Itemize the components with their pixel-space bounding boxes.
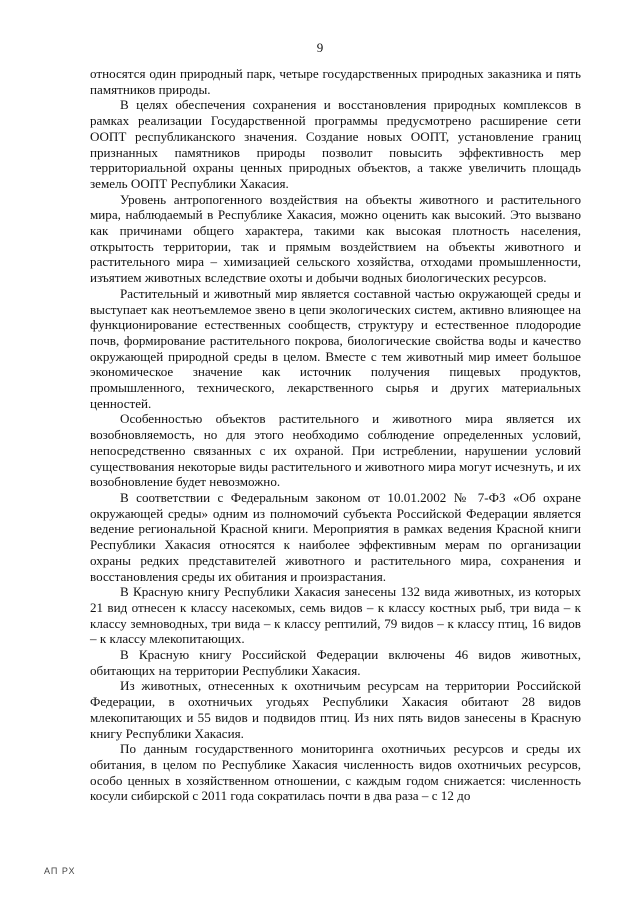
paragraph-hunting-resources: Из животных, отнесенных к охотничьим ресурсам на территории Российской Федерации, в охотничьих угодьях Республики Хакасия обитают 28 видов млекопитающих и 55 видов и подвидов птиц. Из них пять видов занесены в Красную книгу Республики Хакасия. <box>90 678 581 741</box>
paragraph-federal-law: В соответствии с Федеральным законом от 10.01.2002 № 7-ФЗ «Об охране окружающей среды» одним из полномочий субъекта Российской Федерации является ведение региональной Красной книги. Мероприятия в рамках ведения Красной книги Республики Хакасия относятся к наиболее эффективным мерам по организации охраны редких представителей животного и растительного мира, сохранения и восстановления среды их обитания и произрастания. <box>90 489 581 584</box>
paragraph-renewability: Особенностью объектов растительного и животного мира является их возобновляемость, но для этого необходимо соблюдение определенных условий, непосредственно связанных с их охраной. При истреблении, нарушении условий существования некоторые виды растительного и животного мира могут исчезнуть, и их возобновление будет невозможно. <box>90 411 581 490</box>
paragraph-monitoring: По данным государственного мониторинга охотничьих ресурсов и среды их обитания, в целом по Республике Хакасия численность видов охотничьих ресурсов, особо ценных в хозяйственном отношении, с каждым годом снижается: численность косули сибирской с 2011 года сократилась почти в два раза – с 12 до <box>90 741 581 804</box>
paragraph-continuation: относятся один природный парк, четыре государственных природных заказника и пять памятников природы. <box>90 66 581 97</box>
document-body <box>90 66 581 804</box>
paragraph-oopt-network: В целях обеспечения сохранения и восстановления природных комплексов в рамках реализации Государственной программы предусмотрено расширение сети ООПТ республиканского значения. Создание новых ООПТ, установление границ признанных памятников природы позволит повысить эффективность мер территориальной охраны ценных природных объектов, а также увеличить площадь земель ООПТ Республики Хакасия. <box>90 97 581 191</box>
footer-mark: АП РХ <box>44 866 76 876</box>
page-number: 9 <box>316 40 324 55</box>
paragraph-flora-fauna-role: Растительный и животный мир является составной частью окружающей среды и выступает как неотъемлемое звено в цепи экологических систем, активно влияющее на функционирование естественных сообществ, структуру и естественное плодородие почв, формирование растительного покрова, биологические свойства воды и качество окружающей природной среды в целом. Вместе с тем животный мир имеет большое экономическое значение как источник получения пищевых продуктов, промышленного, технического, лекарственного сырья и других материальных ценностей. <box>90 285 581 411</box>
paragraph-red-book-khakassia: В Красную книгу Республики Хакасия занесены 132 вида животных, из которых 21 вид отнесен к классу насекомых, семь видов – к классу костных рыб, три вида – к классу земноводных, три вида – к классу рептилий, 79 видов – к классу птиц, 16 видов – к классу млекопитающих. <box>90 584 581 647</box>
paragraph-anthropogenic-impact: Уровень антропогенного воздействия на объекты животного и растительного мира, наблюдаемый в Республике Хакасия, можно оценить как высокий. Это вызвано как причинами общего характера, такими как высокая плотность населения, открытость территории, так и прямым воздействием на объекты животного и растительного мира – химизацией сельского хозяйства, отходами промышленности, изъятием животных вследствие охоты и добычи водных биологических ресурсов. <box>90 191 581 286</box>
paragraph-red-book-russia: В Красную книгу Российской Федерации включены 46 видов животных, обитающих на территории Республики Хакасия. <box>90 647 581 678</box>
